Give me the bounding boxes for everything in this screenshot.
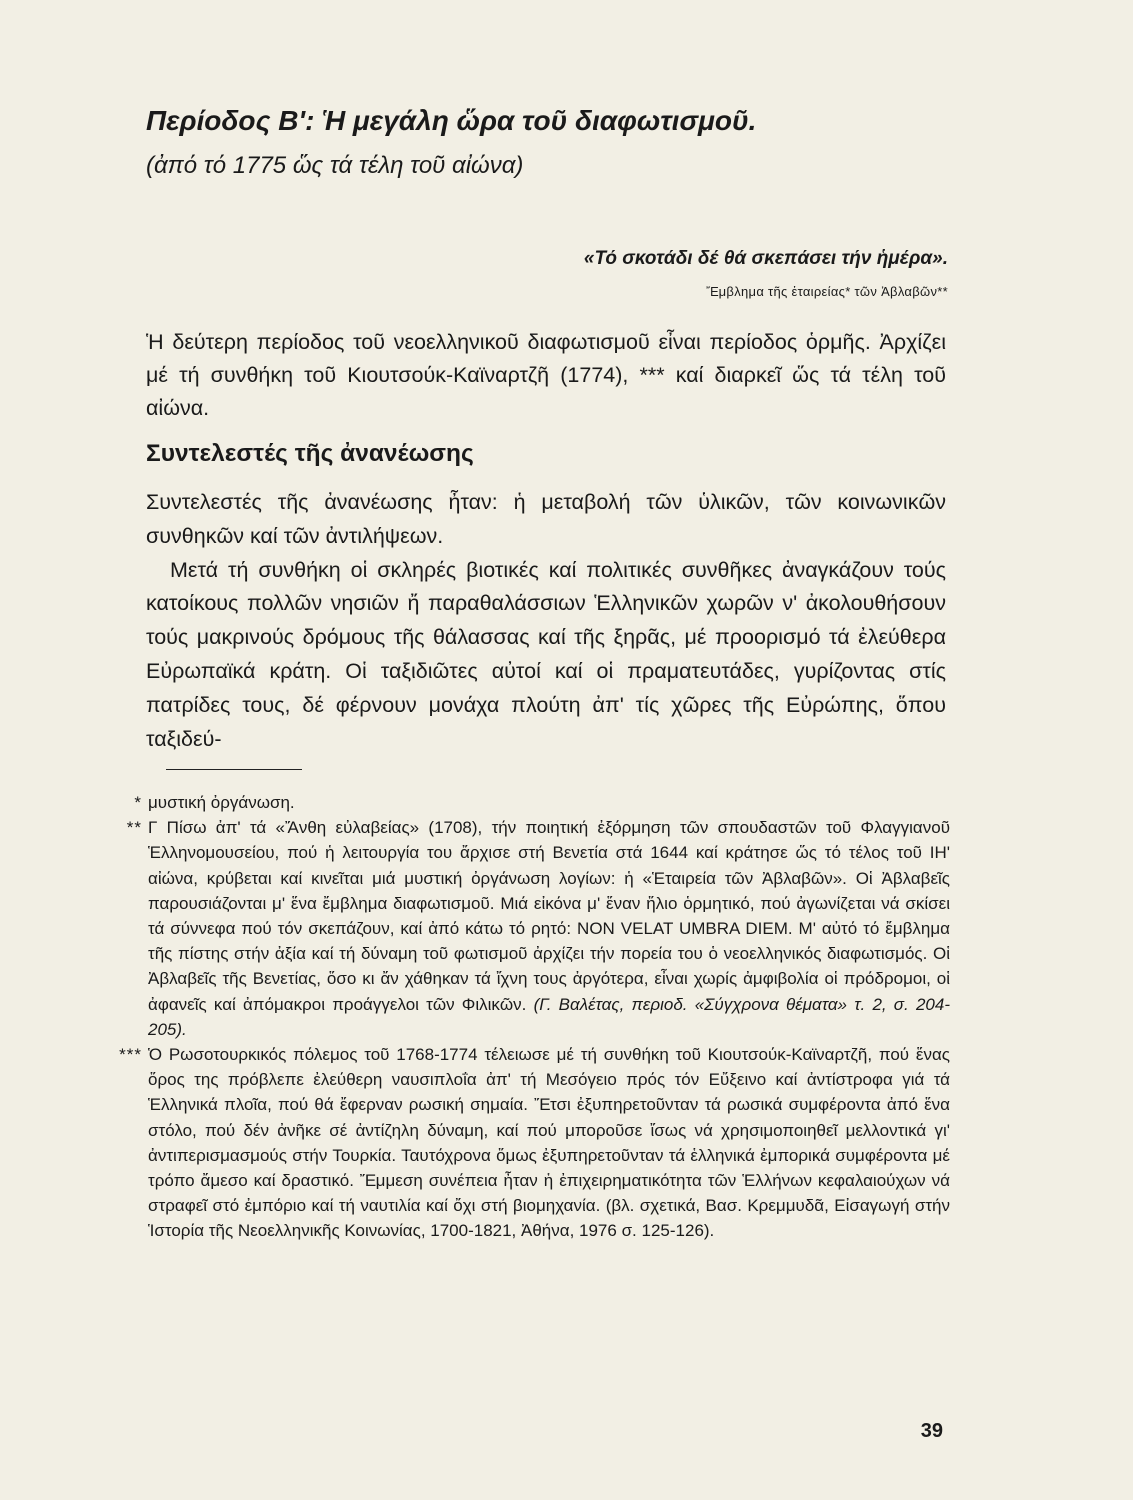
body-paragraph: Μετά τή συνθήκη οἱ σκληρές βιοτικές καί πολιτικές συνθῆκες ἀναγκάζουν τούς κατοίκους πολλῶν νησιῶν ἤ παραθαλάσσιων Ἑλληνικῶν χωρῶν ν' ἀκολουθήσουν τούς μακρινούς δρόμους τῆς θάλασσας καί τῆς ξηρᾶς, μέ προορισμό τά ἐλεύθερα Εὐρωπαϊκά κράτη. Οἱ ταξιδιῶτες αὐτοί καί οἱ πραματευτάδες, γυρίζοντας στίς πατρίδες τους, δέ φέρνουν μονάχα πλούτη ἀπ' τίς χῶρες τῆς Εὐρώπης, ὅπου ταξιδεύ- bbox=[146, 557, 946, 751]
page-number: 39 bbox=[920, 1420, 943, 1442]
epigraph-quote: «Τό σκοτάδι δέ θά σκεπάσει τήν ἡμέρα». bbox=[583, 248, 948, 269]
footnote bbox=[100, 790, 950, 815]
footnote-mark: ** bbox=[126, 818, 142, 838]
section-body bbox=[146, 486, 946, 756]
footnote bbox=[100, 1042, 950, 1244]
footnote-text: μυστική ὀργάνωση. bbox=[148, 793, 295, 812]
chapter-subtitle: (ἀπό τό 1775 ὥς τά τέλη τοῦ αἰώνα) bbox=[146, 152, 524, 179]
epigraph-source: Ἔμβλημα τῆς ἑταιρείας* τῶν Ἀβλαβῶν** bbox=[706, 284, 948, 299]
footnote-text: Γ Πίσω ἀπ' τά «Ἄνθη εὐλαβείας» (1708), τήν ποιητική ἐξόρμηση τῶν σπουδαστῶν τοῦ Φλαγγιανοῦ Ἑλληνομουσείου, πού ἡ λειτουργία του ἄρχισε στή Βενετία στά 1644 καί κράτησε ὥς τό τέλος τοῦ ΙΗ' αἰώνα, κρύβεται καί κινεῖται μιά μυστική ὀργάνωση λογίων: ἡ «Ἑταιρεία τῶν Ἀβλαβῶν». Οἱ Ἀβλαβεῖς παρουσιάζονται μ' ἕνα ἔμβλημα διαφωτισμοῦ. Μιά εἰκόνα μ' ἕναν ἥλιο ὁρμητικό, πού ἀγωνίζεται νά σκίσει τά σύννεφα πού τόν σκεπάζουν, καί ἀπό κάτω τό ρητό: NON VELAT UMBRA DIEM. Μ' αὐτό τό ἔμβλημα τῆς πίστης στήν ἀξία καί τή δύναμη τοῦ φωτισμοῦ ἀρχίζει τήν πορεία του ὁ νεοελληνικός διαφωτισμός. Οἱ Ἀβλαβεῖς τῆς Βενετίας, ὅσο κι ἄν χάθηκαν τά ἴχνη τους ἀργότερα, εἶναι χωρίς ἀμφιβολία οἱ πρόδρομοι, οἱ ἀφανεῖς καί ἀπόμακροι προάγγελοι τῶν Φιλικῶν. bbox=[148, 818, 950, 1014]
section-heading: Συντελεστές τῆς ἀνανέωσης bbox=[146, 440, 474, 467]
footnotes bbox=[100, 790, 950, 1244]
footnote-divider bbox=[166, 769, 302, 770]
footnote-citation: (Γ. Βαλέτας, περιοδ. «Σύγχρονα θέματα» τ. 2, σ. 204-205). bbox=[148, 994, 950, 1039]
intro-paragraph: Ἡ δεύτερη περίοδος τοῦ νεοελληνικοῦ διαφωτισμοῦ εἶναι περίοδος ὁρμῆς. Ἀρχίζει μέ τή συνθήκη τοῦ Κιουτσούκ-Καϊναρτζῆ (1774), *** καί διαρκεῖ ὥς τά τέλη τοῦ αἰώνα. bbox=[146, 330, 946, 420]
footnote bbox=[100, 815, 950, 1042]
body-paragraph: Συντελεστές τῆς ἀνανέωσης ἦταν: ἡ μεταβολή τῶν ὑλικῶν, τῶν κοινωνικῶν συνθηκῶν καί τῶν ἀντιλήψεων. bbox=[146, 490, 946, 548]
chapter-title: Περίοδος Β': Ἡ μεγάλη ὥρα τοῦ διαφωτισμοῦ. bbox=[146, 105, 757, 136]
footnote-text: Ὁ Ρωσοτουρκικός πόλεμος τοῦ 1768-1774 τέλειωσε μέ τή συνθήκη τοῦ Κιουτσούκ-Καϊναρτζῆ, πού ἕνας ὅρος της πρόβλεπε ἐλεύθερη ναυσιπλοΐα ἀπ' τή Μεσόγειο πρός τόν Εὔξεινο καί ἀντίστροφα γιά τά Ἑλληνικά πλοῖα, πού θά ἔφερναν ρωσική σημαία. Ἔτσι ἐξυπηρετοῦνταν τά ρωσικά συμφέροντα ἀπό ἕνα στόλο, πού δέν ἀνῆκε σέ ἀντίζηλη δύναμη, καί πού μποροῦσε ἴσως νά χρησιμοποιηθεῖ μελλοντικά γι' ἀντιπερισμασμούς στήν Τουρκία. Ταυτόχρονα ὅμως ἐξυπηρετοῦνταν τά ἑλληνικά ἐμπορικά συμφέροντα μέ τρόπο ἄμεσο καί δραστικό. Ἔμμεση συνέπεια ἦταν ἡ ἐπιχειρηματικότητα τῶν Ἑλλήνων κεφαλαιούχων νά στραφεῖ στό ἐμπόριο καί τή ναυτιλία καί ὄχι στή βιομηχανία. (βλ. σχετικά, Βασ. Κρεμμυδᾶ, Εἰσαγωγή στήν Ἱστορία τῆς Νεοελληνικῆς Κοινωνίας, 1700-1821, Ἀθήνα, 1976 σ. 125-126). bbox=[148, 1045, 950, 1241]
footnote-mark: *** bbox=[119, 1045, 142, 1065]
footnote-mark: * bbox=[134, 793, 142, 812]
